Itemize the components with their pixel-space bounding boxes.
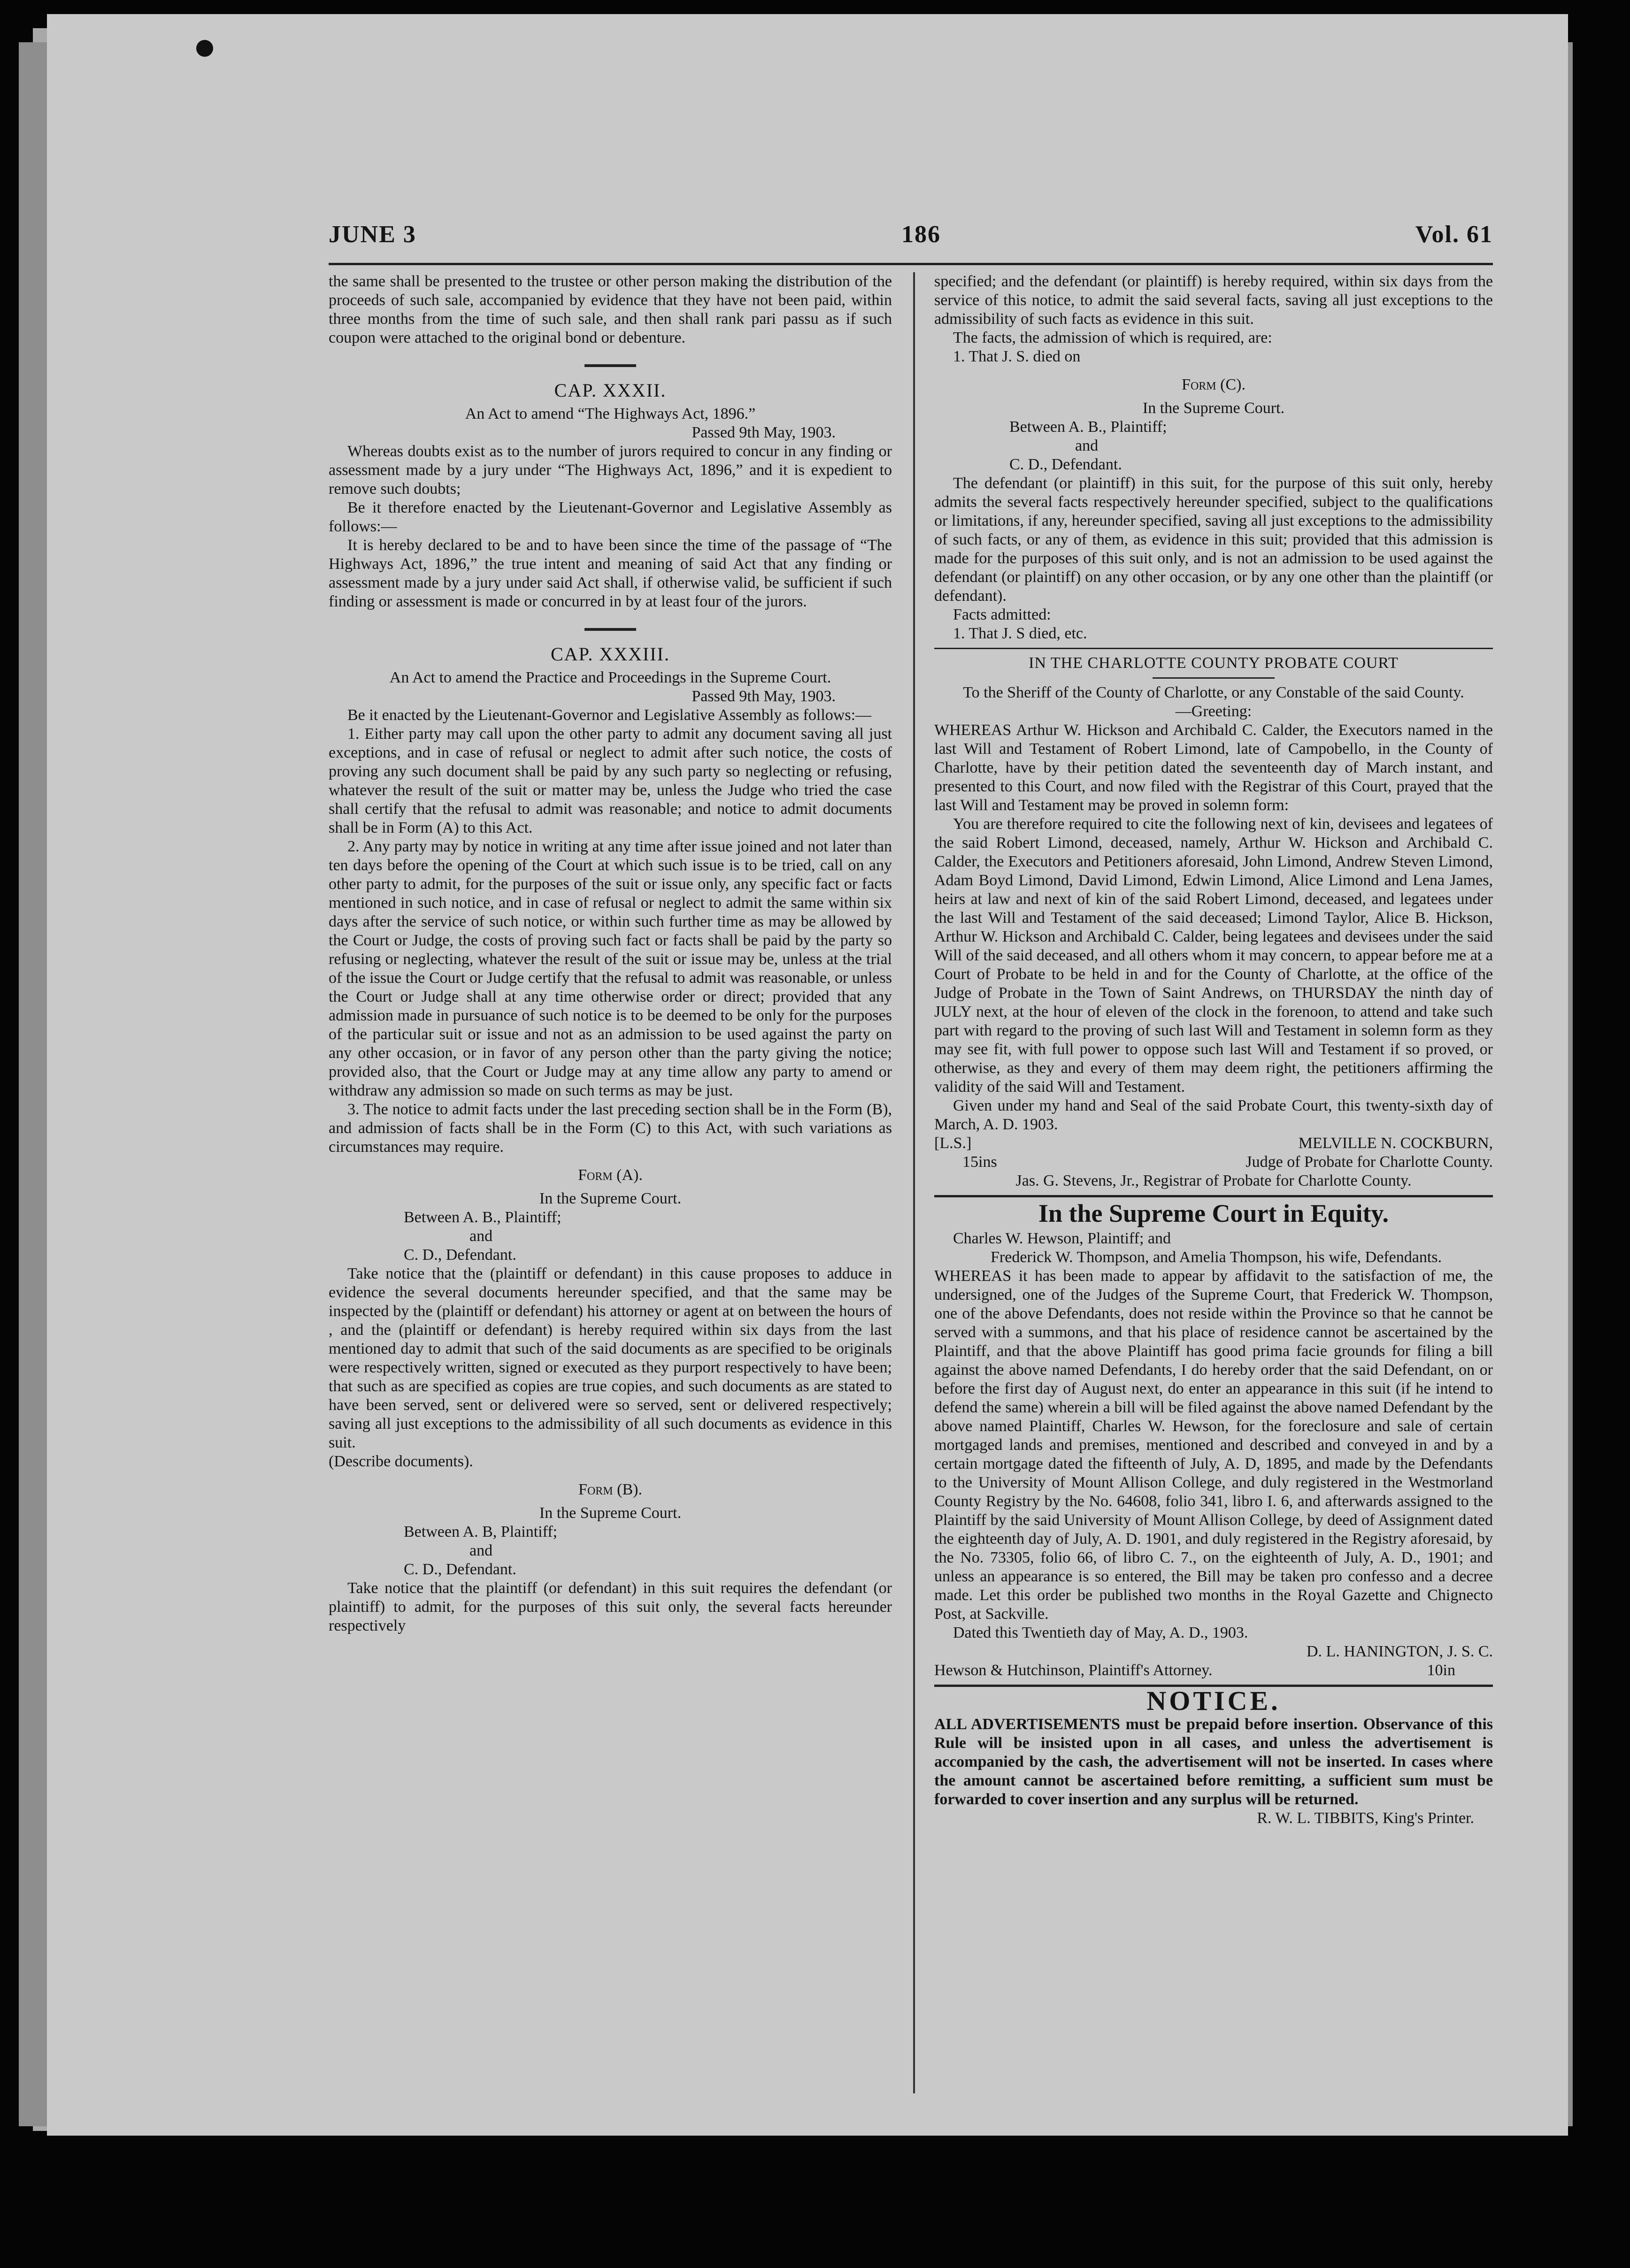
probate-judge: MELVILLE N. COCKBURN,	[1298, 1134, 1493, 1152]
form-b-defendant: C. D., Defendant.	[404, 1561, 516, 1578]
right-column	[934, 272, 1493, 1828]
form-a-defendant: C. D., Defendant.	[404, 1246, 516, 1264]
cap33-section-1: 1. Either party may call upon the other party to admit any document saving all just exceptions, and in case of refusal or neglect to admit after such notice, the costs of proving any such document shall be paid by any such party so neglecting or refusing, whatever the result of the suit or matter may be, unless the Judge who tried the case shall certify that the refusal to admit was reasonable; and notice to admit documents shall be in Form (A) to this Act.	[329, 725, 892, 836]
equity-defendants: Frederick W. Thompson, and Amelia Thompson, his wife, Defendants.	[991, 1249, 1442, 1266]
form-c-between: Between A. B., Plaintiff;	[1009, 418, 1167, 436]
cap32-whereas: Whereas doubts exist as to the number of jurors required to concur in any finding or assessment made by a jury under “The Highways Act, 1896,” and it is expedient to remove such doubts;	[329, 443, 892, 498]
probate-title: IN THE CHARLOTTE COUNTY PROBATE COURT	[1029, 654, 1399, 672]
probate-given: Given under my hand and Seal of the said Probate Court, this twenty-sixth day of March, A. D. 1903.	[934, 1097, 1493, 1133]
header-page-number: 186	[901, 221, 941, 248]
form-a-title: Form (A).	[578, 1166, 643, 1184]
form-c-court: In the Supreme Court.	[1142, 399, 1285, 417]
notice-rule	[934, 648, 1493, 649]
equity-plaintiff: Charles W. Hewson, Plaintiff; and	[953, 1230, 1171, 1247]
equity-judge: D. L. HANINGTON, J. S. C.	[1307, 1643, 1493, 1660]
header-rule	[329, 263, 1493, 265]
cap32-passed: Passed 9th May, 1903.	[692, 424, 836, 441]
form-b-body: Take notice that the plaintiff (or defendant) in this suit requires the defendant (or plaintiff) to admit, for the purposes of this suit only, the several facts hereunder respectively	[329, 1579, 892, 1634]
probate-whereas: WHEREAS Arthur W. Hickson and Archibald C. Calder, the Executors named in the last Will and Testament of Robert Limond, late of Campobello, in the County of Charlotte, have by their petition dated the seventeenth day of March instant, and presented to this Court, and now filed with the Registrar of this Court, prayed that the last Will and Testament may be proved in solemn form:	[934, 721, 1493, 814]
equity-insertion: 10in	[1427, 1662, 1455, 1679]
cap32-body: It is hereby declared to be and to have been since the time of the passage of “The Highways Act, 1896,” the true intent and meaning of said Act that any finding or assessment made by a jury under said Act shall, if otherwise valid, be sufficient if such finding or assessment is made or concurred in by at least four of the jurors.	[329, 536, 892, 610]
form-c-body: The defendant (or plaintiff) in this suit, for the purpose of this suit only, hereby admits the several facts respectively hereunder specified, subject to the qualifications or limitations, if any, hereunder specified, saving all just exceptions to the admissibility of such facts, or any of them, as evidence in this suit; provided that this admission is made for the purposes of this suit only, and is not an admission to be used against the defendant (or plaintiff) on any other occasion, or by any one other than the plaintiff (or defendant).	[934, 475, 1493, 605]
probate-judge-title: Judge of Probate for Charlotte County.	[1246, 1153, 1493, 1171]
probate-signature	[934, 1134, 1493, 1153]
cap33-passed: Passed 9th May, 1903.	[692, 688, 836, 705]
fact-1: 1. That J. S. died on	[953, 348, 1081, 365]
seal: [L.S.]	[934, 1134, 972, 1152]
cap33-title: An Act to amend the Practice and Proceedings in the Supreme Court.	[389, 669, 831, 686]
probate-to: To the Sheriff of the County of Charlotte, or any Constable of the said County.—Greeting:	[963, 684, 1464, 720]
form-a-describe: (Describe documents).	[329, 1453, 473, 1470]
binding-hole	[196, 40, 213, 57]
notice-body: ALL ADVERTISEMENTS must be prepaid before insertion. Observance of this Rule will be insisted upon in all cases, and unless the advertisement is accompanied by the cash, the advertisement will not be inserted. In cases where the amount cannot be ascertained before remitting, a sufficient sum must be forwarded to cover insertion and any surplus will be returned.	[934, 1716, 1493, 1808]
probate-registrar: Jas. G. Stevens, Jr., Registrar of Probate for Charlotte County.	[1015, 1172, 1412, 1189]
cap33-section-2: 2. Any party may by notice in writing at any time after issue joined and not later than ten days before the opening of the Court at which such issue is to be tried, call on any other party to admit, for the purposes of the suit or issue only, any specific fact or facts mentioned in such notice, and in case of refusal or neglect to admit the same within six days after the service of such notice, or within such further time as may be allowed by the Court or Judge, the costs of proving such fact or facts shall be paid by the party so refusing or neglecting, whatever the result of the suit or issue may be, unless at the trial of the issue the Court or Judge certify that the refusal to admit was reasonable, or unless the Court or Judge shall at any time otherwise order or direct; provided that any admission made in pursuance of such notice is to be deemed to be only for the purposes of the particular suit or issue and not as an admission to be used against the party on any other occasion, or in favor of any person other than the party giving the notice; provided also, that the Court or Judge may at any time allow any party to amend or withdraw any admission so made on such terms as may be just.	[329, 838, 892, 1099]
insertion-count: 15ins	[962, 1153, 997, 1171]
cap33-enact: Be it enacted by the Lieutenant-Governor and Legislative Assembly as follows:—	[347, 706, 872, 724]
form-a-and: and	[469, 1227, 493, 1245]
form-b-court: In the Supreme Court.	[539, 1504, 682, 1522]
cap32-enact: Be it therefore enacted by the Lieutenant-Governor and Legislative Assembly as follows:—	[329, 499, 892, 535]
equity-attorney-line	[934, 1661, 1493, 1680]
equity-attorney: Hewson & Hutchinson, Plaintiff's Attorney.	[934, 1662, 1213, 1679]
cap33-section-3: 3. The notice to admit facts under the last preceding section shall be in the Form (B), and admission of facts shall be in the Form (C) to this Act, with such variations as circumstances may require.	[329, 1101, 892, 1156]
form-b-continued: specified; and the defendant (or plaintiff) is hereby required, within six days from the service of this notice, to admit the said several facts, saving all just exceptions to the admissibility of such facts as evidence in this suit.	[934, 273, 1493, 328]
equity-title: In the Supreme Court in Equity.	[1038, 1199, 1389, 1227]
form-c-title: Form (C).	[1182, 376, 1246, 393]
kings-printer: R. W. L. TIBBITS, King's Printer.	[1257, 1809, 1474, 1827]
form-b-and: and	[469, 1542, 493, 1559]
intro-paragraph: the same shall be presented to the trustee or other person making the distribution of the proceeds of such sale, accompanied by evidence that they have not been paid, within three months from the time of such sale, and then shall rank pari passu as if such coupon were attached to the original bond or debenture.	[329, 273, 892, 346]
left-column	[329, 272, 892, 1635]
facts-required: The facts, the admission of which is required, are:	[953, 329, 1272, 346]
cap33-heading: CAP. XXXIII.	[551, 644, 670, 665]
form-a-between: Between A. B., Plaintiff;	[404, 1209, 561, 1226]
section-rule	[584, 364, 636, 367]
probate-cite: You are therefore required to cite the following next of kin, devisees and legatees of the said Robert Limond, deceased, namely, Arthur W. Hickson and Archibald C. Calder, the Executors and Petitioners aforesaid, John Limond, Andrew Steven Limond, Adam Boyd Limond, David Limond, Edwin Limond, Alice Limond and Lena James, heirs at law and next of kin of the said Robert Limond, deceased, and legatees under the last Will and Testament of the said deceased; Limond Taylor, Alice B. Hickson, Arthur W. Hickson and Archibald C. Calder, being legatees and devisees under the said Will of the said deceased, and all others whom it may concern, to appear before me at a Court of Probate to be held in and for the County of Charlotte, at the office of the Judge of Probate in the Town of Saint Andrews, on THURSDAY the ninth day of JULY next, at the hour of eleven of the clock in the forenoon, to attend and take such part with regard to the proving of such last Will and Testament in solemn form as they may see fit, with full power to oppose such last Will and Testament if so proved, or otherwise, as they and every of them may deem right, the petitioners affirming the validity of the said Will and Testament.	[934, 815, 1493, 1096]
form-c-admitted: Facts admitted:	[953, 606, 1051, 623]
notice-title: NOTICE.	[1146, 1686, 1281, 1716]
page-header	[329, 221, 1493, 263]
form-a-body: Take notice that the (plaintiff or defendant) in this cause proposes to adduce in evidence the several documents hereunder specified, and that the same may be inspected by the (plaintiff or defendant) his attorney or agent at on between the hours of , and the (plaintiff or defendant) is hereby required within six days from the last mentioned day to admit that such of the said documents as are specified to be originals were respectively written, signed or executed as they purport respectively to have been; that such as are specified as copies are true copies, and such documents as are stated to have been served, sent or delivered were so served, sent or delivered respectively; saving all just exceptions to the admissibility of all such documents as evidence in this suit.	[329, 1265, 892, 1451]
equity-dated: Dated this Twentieth day of May, A. D., 1903.	[953, 1624, 1248, 1641]
equity-rule	[934, 1195, 1493, 1197]
form-c-and: and	[1075, 437, 1099, 454]
header-date: JUNE 3	[329, 221, 416, 248]
form-a-court: In the Supreme Court.	[539, 1190, 682, 1207]
form-c-fact: 1. That J. S died, etc.	[953, 625, 1087, 642]
form-b-between: Between A. B, Plaintiff;	[404, 1523, 558, 1540]
section-rule	[584, 628, 636, 631]
cap32-title: An Act to amend “The Highways Act, 1896.”	[465, 405, 756, 422]
form-b-title: Form (B).	[578, 1481, 642, 1498]
form-c-defendant: C. D., Defendant.	[1009, 456, 1122, 473]
probate-rule	[1153, 677, 1275, 679]
equity-body: WHEREAS it has been made to appear by affidavit to the satisfaction of me, the undersigned, one of the Judges of the Supreme Court, that Frederick W. Thompson, one of the above Defendants, does not reside within the Province so that he cannot be served with a summons, and that his place of residence cannot be ascertained by the Plaintiff, and that the above Plaintiff has good prima facie grounds for filing a bill against the above named Defendants, I do hereby order that the said Defendant, on or before the first day of August next, do enter an appearance in this suit (if he intend to defend the same) wherein a bill will be filed against the above named Defendant by the above named Plaintiff, Charles W. Hewson, for the foreclosure and sale of certain mortgaged lands and premises, mentioned and described and conveyed in and by a certain mortgage dated the fifteenth of July, A. D, 1895, and made by the Defendants to the University of Mount Allison College, and duly registered in the Westmorland County Registry by the No. 64608, folio 341, libro I. 6, and afterwards assigned to the Plaintiff by the said University of Mount Allison College, by deed of Assignment dated the eighteenth day of July, A. D. 1901, and duly registered in the Registry aforesaid, by the No. 73305, folio 66, of libro C. 7., on the eighteenth of July, A. D., 1901; and unless an appearance is so entered, the Bill may be taken pro confesso and a decree made. Let this order be published two months in the Royal Gazette and Chignecto Post, at Sackville.	[934, 1267, 1493, 1623]
header-volume: Vol. 61	[1415, 221, 1493, 248]
column-divider	[913, 272, 915, 2093]
probate-judge-line	[934, 1153, 1493, 1172]
cap32-heading: CAP. XXXII.	[554, 380, 667, 401]
